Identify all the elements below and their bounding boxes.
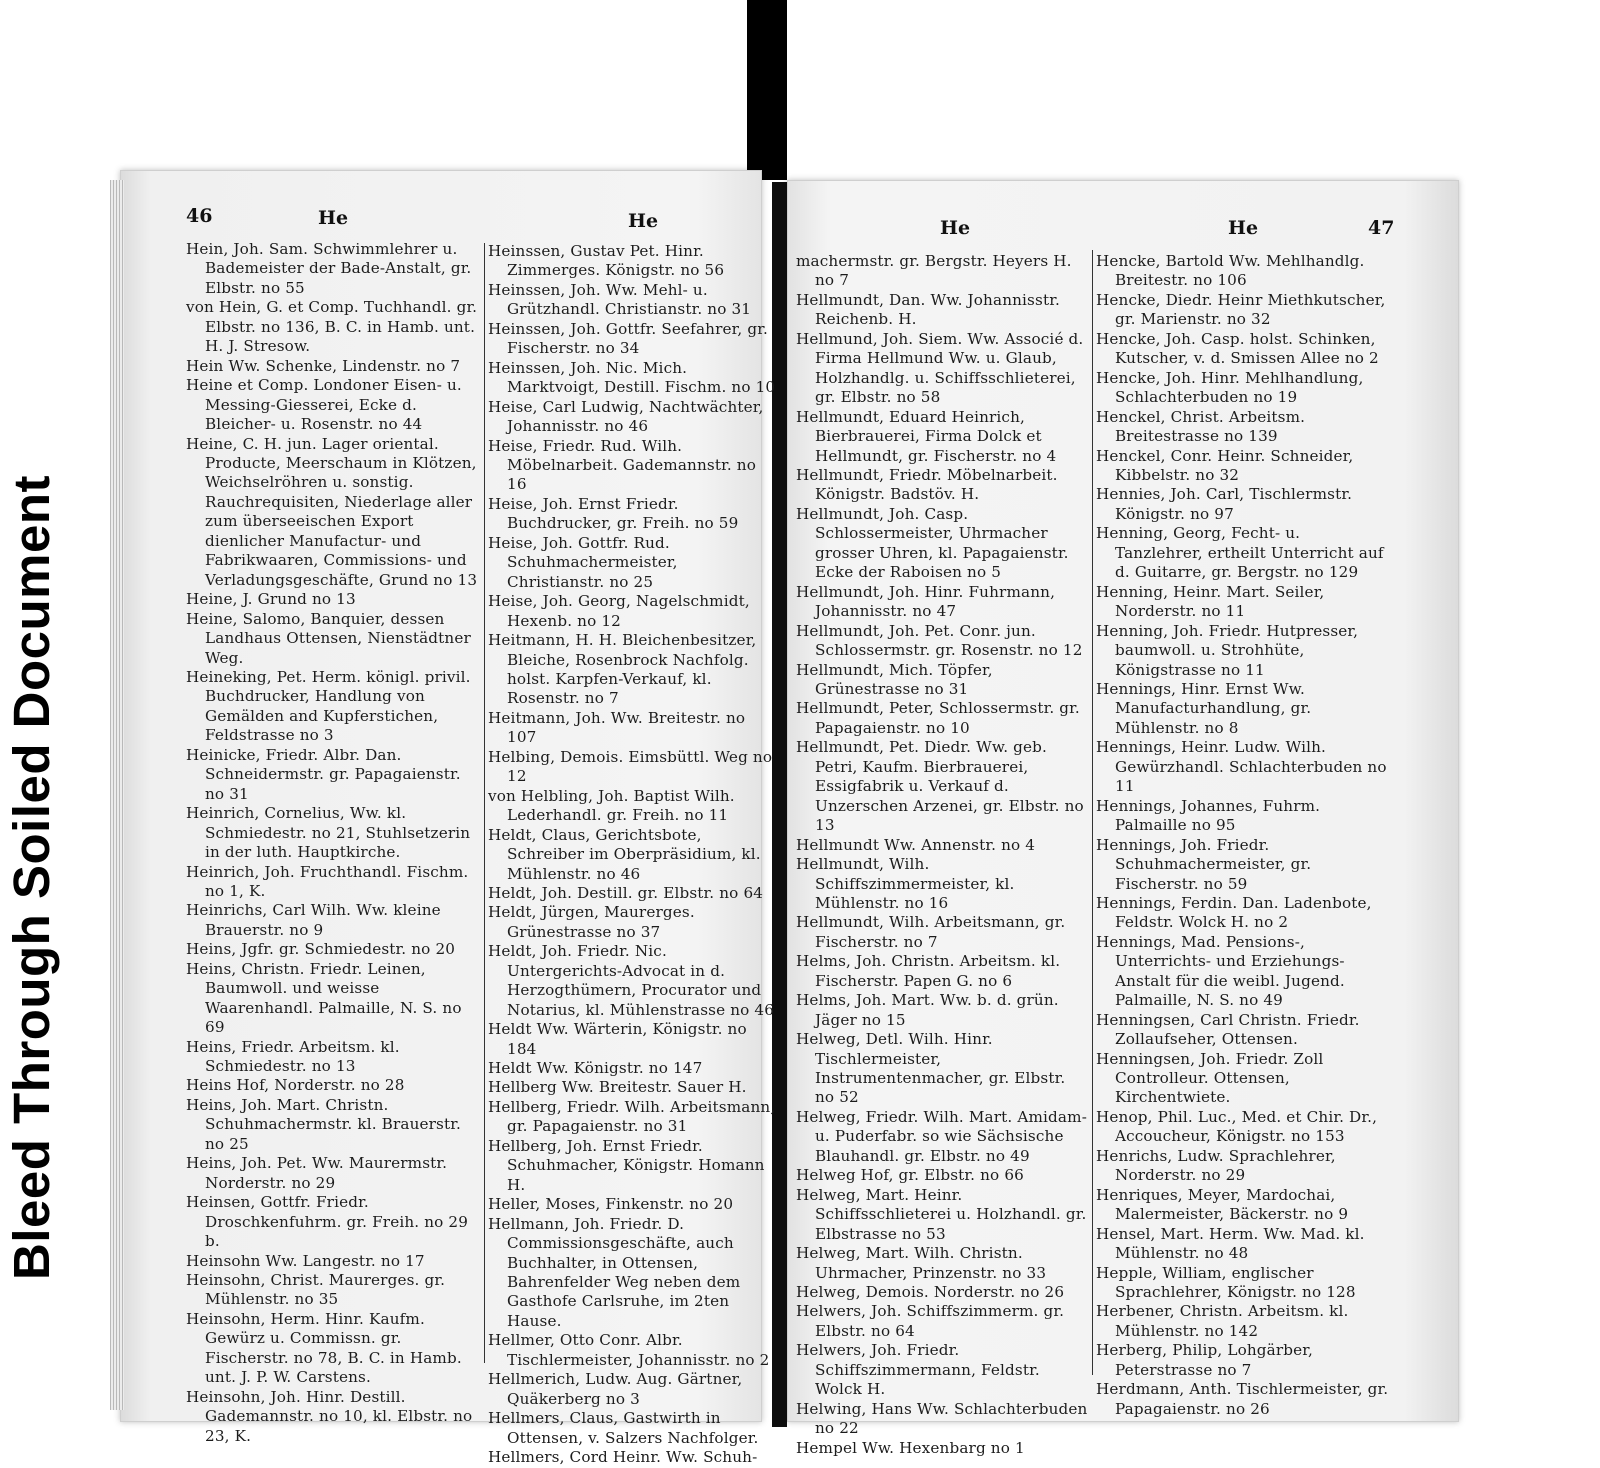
directory-entry: Hellmers, Cord Heinr. Ww. Schuh-	[488, 1448, 758, 1467]
directory-entry: Heins, Friedr. Arbeitsm. kl. Schmiedestr. no 13	[186, 1037, 400, 1076]
left-column-rule	[484, 243, 485, 1363]
directory-entry: Heinsohn Ww. Langestr. no 17	[186, 1251, 425, 1270]
directory-entry: Hellberg Ww. Breitestr. Sauer H.	[488, 1078, 747, 1097]
directory-entry: Heise, Joh. Gottfr. Rud. Schuhmachermeister, Christianstr. no 25	[488, 533, 678, 591]
directory-entry: Henriques, Meyer, Mardochai, Malermeister, Bäckerstr. no 9	[1096, 1185, 1349, 1224]
directory-entry: Hellmund, Joh. Siem. Ww. Associé d. Firma Hellmund Ww. u. Glaub, Holzhandlg. u. Schiffsschlieterei, gr. Elbstr. no 58	[796, 329, 1084, 407]
directory-entry: Hepple, William, englischer Sprachlehrer, Königstr. no 128	[1096, 1263, 1356, 1302]
directory-entry: Henning, Georg, Fecht- u. Tanzlehrer, ertheilt Unterricht auf d. Guitarre, gr. Bergstr. no 129	[1096, 524, 1384, 582]
directory-entry: Henningsen, Carl Christn. Friedr. Zollaufseher, Ottensen.	[1096, 1010, 1360, 1049]
directory-entry: Helweg, Demois. Norderstr. no 26	[796, 1283, 1065, 1302]
directory-entry: Helwing, Hans Ww. Schlachterbuden no 22	[796, 1399, 1088, 1438]
directory-entry: Heinssen, Joh. Ww. Mehl- u. Grützhandl. Christianstr. no 31	[488, 280, 752, 319]
directory-entry: Henrichs, Ludw. Sprachlehrer, Norderstr. no 29	[1096, 1146, 1336, 1185]
directory-entry: Helwers, Joh. Friedr. Schiffszimmermann, Feldstr. Wolck H.	[796, 1341, 1040, 1399]
directory-entry: Heinssen, Gustav Pet. Hinr. Zimmerges. Königstr. no 56	[488, 242, 725, 280]
directory-entry: Hellmann, Joh. Friedr. D. Commissionsgeschäfte, auch Buchhalter, in Ottensen, Bahrenfelder Weg neben dem Gasthofe Carlsruhe, im 2ten Hause.	[488, 1214, 741, 1330]
directory-entry: Hencke, Joh. Hinr. Mehlhandlung, Schlachterbuden no 19	[1096, 368, 1364, 407]
left-header-left: He	[318, 207, 349, 229]
directory-entry: Hennings, Ferdin. Dan. Ladenbote, Feldstr. Wolck H. no 2	[1096, 893, 1372, 932]
directory-entry: Helms, Joh. Mart. Ww. b. d. grün. Jäger no 15	[796, 991, 1059, 1029]
directory-entry: Heineking, Pet. Herm. königl. privil. Buchdrucker, Handlung von Gemälden and Kupferstichen, Feldstrasse no 3	[186, 667, 471, 745]
directory-entry: Heldt, Joh. Destill. gr. Elbstr. no 64	[488, 883, 764, 902]
directory-entry: Heinsohn, Christ. Maurerges. gr. Mühlenstr. no 35	[186, 1271, 446, 1309]
directory-entry: Hellmundt, Friedr. Möbelnarbeit. Königstr. Badstöv. H.	[796, 465, 1058, 504]
side-label: Bleed Through Soiled Document	[3, 474, 60, 1280]
directory-entry: Heller, Moses, Finkenstr. no 20	[488, 1195, 734, 1214]
directory-entry: Heinssen, Joh. Nic. Mich. Marktvoigt, Destill. Fischm. no 10	[488, 358, 776, 397]
directory-entry: Hellmundt, Joh. Pet. Conr. jun. Schlossermstr. gr. Rosenstr. no 12	[796, 621, 1083, 660]
directory-entry: Hennings, Joh. Friedr. Schuhmachermeister, gr. Fischerstr. no 59	[1096, 835, 1312, 893]
directory-entry: Hellmers, Claus, Gastwirth in Ottensen, v. Salzers Nachfolger.	[488, 1409, 759, 1447]
directory-entry: Hencke, Diedr. Heinr Miethkutscher, gr. Marienstr. no 32	[1096, 290, 1386, 329]
directory-entry: Helweg Hof, gr. Elbstr. no 66	[796, 1166, 1024, 1185]
directory-entry: Helweg, Mart. Wilh. Christn. Uhrmacher, Prinzenstr. no 33	[796, 1244, 1047, 1282]
directory-entry: Hennies, Joh. Carl, Tischlermstr. Königstr. no 97	[1096, 485, 1353, 523]
right-header-right: He	[1228, 217, 1259, 239]
directory-entry: Hellmundt, Joh. Hinr. Fuhrmann, Johannisstr. no 47	[796, 582, 1056, 621]
directory-entry: Hellmundt, Wilh. Schiffszimmermeister, kl. Mühlenstr. no 16	[796, 855, 1015, 912]
directory-entry: Hencke, Joh. Casp. holst. Schinken, Kutscher, v. d. Smissen Allee no 2	[1096, 329, 1379, 368]
directory-entry: Helweg, Detl. Wilh. Hinr. Tischlermeister, Instrumentenmacher, gr. Elbstr. no 52	[796, 1030, 1066, 1107]
directory-entry: Helweg, Mart. Heinr. Schiffsschlieterei u. Holzhandl. gr. Elbstrasse no 53	[796, 1185, 1087, 1243]
directory-entry: Henckel, Christ. Arbeitsm. Breitestrasse no 139	[1096, 407, 1306, 446]
directory-entry: Hellmundt, Joh. Casp. Schlossermeister, Uhrmacher grosser Uhren, kl. Papagaienstr. Ecke der Raboisen no 5	[796, 504, 1069, 582]
page-edge-lines	[110, 180, 124, 1410]
directory-entry: Heins, Joh. Pet. Ww. Maurermstr. Norderstr. no 29	[186, 1154, 448, 1192]
directory-entry: Hennings, Johannes, Fuhrm. Palmaille no 95	[1096, 796, 1321, 835]
directory-entry: Hellmundt, Dan. Ww. Johannisstr. Reichenb. H.	[796, 290, 1060, 329]
right-page-col1	[796, 252, 1088, 1458]
directory-entry: Heins, Christn. Friedr. Leinen, Baumwoll. und weisse Waarenhandl. Palmaille, N. S. no 69	[186, 959, 462, 1037]
directory-entry: Heinrich, Joh. Fruchthandl. Fischm. no 1, K.	[186, 862, 469, 900]
directory-entry: Hellmer, Otto Conr. Albr. Tischlermeister, Johannisstr. no 2	[488, 1331, 770, 1369]
directory-entry: Henning, Joh. Friedr. Hutpresser, baumwoll. u. Strohhüte, Königstrasse no 11	[1096, 621, 1359, 679]
directory-entry: Heinrich, Cornelius, Ww. kl. Schmiedestr. no 21, Stuhlsetzerin in der luth. Hauptkirche.	[186, 804, 471, 862]
directory-entry: Hellmundt, Mich. Töpfer, Grünestrasse no 31	[796, 660, 993, 698]
top-bar	[747, 0, 787, 180]
directory-entry: Hein Ww. Schenke, Lindenstr. no 7	[186, 356, 461, 375]
directory-entry: Heise, Joh. Ernst Friedr. Buchdrucker, gr. Freih. no 59	[488, 494, 739, 533]
left-page-col2	[488, 242, 778, 1468]
directory-entry: Heldt, Claus, Gerichtsbote, Schreiber im Oberpräsidium, kl. Mühlenstr. no 46	[488, 825, 761, 883]
directory-entry: Heise, Friedr. Rud. Wilh. Möbelnarbeit. Gademannstr. no 16	[488, 436, 757, 494]
directory-entry: Henning, Heinr. Mart. Seiler, Norderstr. no 11	[1096, 582, 1325, 621]
directory-entry: Heldt Ww. Königstr. no 147	[488, 1059, 703, 1078]
directory-entry: Heinrichs, Carl Wilh. Ww. kleine Brauerstr. no 9	[186, 901, 441, 939]
right-page-col2	[1096, 252, 1392, 1419]
directory-entry: Heins, Joh. Mart. Christn. Schuhmachermstr. kl. Brauerstr. no 25	[186, 1095, 461, 1153]
directory-entry: Heinsohn, Herm. Hinr. Kaufm. Gewürz u. Commissn. gr. Fischerstr. no 78, B. C. in Hamb. unt. J. P. W. Carstens.	[186, 1309, 462, 1387]
directory-entry: Heine, J. Grund no 13	[186, 590, 356, 609]
directory-entry: Helweg, Friedr. Wilh. Mart. Amidam- u. Puderfabr. so wie Sächsische Blauhandl. gr. Elbstr. no 49	[796, 1107, 1087, 1165]
directory-entry: Herbener, Christn. Arbeitsm. kl. Mühlenstr. no 142	[1096, 1302, 1349, 1340]
directory-entry: Hencke, Bartold Ww. Mehlhandlg. Breitestr. no 106	[1096, 252, 1365, 290]
directory-entry: Heine, C. H. jun. Lager oriental. Producte, Meerschaum in Klötzen, Weichselröhren u. sonstig. Rauchrequisiten, Niederlage aller zum überseeischen Export dienlicher Manufactur- und Fabrikwaaren, Commissions- und Verladungsgeschäfte, Grund no 13	[186, 434, 478, 589]
directory-entry: Hennings, Heinr. Ludw. Wilh. Gewürzhandl. Schlachterbuden no 11	[1096, 738, 1387, 796]
directory-entry: Herberg, Philip, Lohgärber, Peterstrasse no 7	[1096, 1341, 1314, 1379]
directory-entry: Henningsen, Joh. Friedr. Zoll Controlleur. Ottensen, Kirchentwiete.	[1096, 1049, 1324, 1107]
directory-entry: Heldt, Jürgen, Maurerges. Grünestrasse no 37	[488, 903, 695, 941]
directory-entry: Hellmundt, Eduard Heinrich, Bierbrauerei, Firma Dolck et Hellmundt, gr. Fischerstr. no 4	[796, 407, 1057, 465]
page-number-right: 47	[1368, 217, 1395, 239]
directory-entry: Heine, Salomo, Banquier, dessen Landhaus Ottensen, Nienstädtner Weg.	[186, 609, 471, 667]
directory-entry: Heinsohn, Joh. Hinr. Destill. Gademannstr. no 10, kl. Elbstr. no 23, K.	[186, 1387, 473, 1445]
directory-entry: von Hein, G. et Comp. Tuchhandl. gr. Elbstr. no 136, B. C. in Hamb. unt. H. J. Stresow.	[186, 298, 478, 356]
left-page-col1	[186, 240, 480, 1446]
directory-entry: Heise, Joh. Georg, Nagelschmidt, Hexenb. no 12	[488, 592, 750, 630]
directory-entry: Heitmann, Joh. Ww. Breitestr. no 107	[488, 708, 746, 747]
directory-entry: machermstr. gr. Bergstr. Heyers H. no 7	[796, 252, 1072, 290]
left-header-right: He	[628, 210, 659, 232]
directory-entry: Hensel, Mart. Herm. Ww. Mad. kl. Mühlenstr. no 48	[1096, 1224, 1365, 1263]
page-number-left: 46	[186, 205, 213, 227]
directory-entry: Heinsen, Gottfr. Friedr. Droschkenfuhrm. gr. Freih. no 29 b.	[186, 1193, 469, 1251]
directory-entry: Helms, Joh. Christn. Arbeitsm. kl. Fischerstr. Papen G. no 6	[796, 952, 1061, 990]
directory-entry: Heinssen, Joh. Gottfr. Seefahrer, gr. Fischerstr. no 34	[488, 319, 768, 358]
directory-entry: Hellberg, Joh. Ernst Friedr. Schuhmacher, Königstr. Homann H.	[488, 1136, 765, 1194]
directory-entry: Helbing, Demois. Eimsbüttl. Weg no 12	[488, 747, 773, 786]
directory-entry: Hempel Ww. Hexenbarg no 1	[796, 1438, 1025, 1457]
directory-entry: Hellmerich, Ludw. Aug. Gärtner, Quäkerberg no 3	[488, 1370, 743, 1408]
right-header-left: He	[940, 217, 971, 239]
directory-entry: Hennings, Hinr. Ernst Ww. Manufacturhandlung, gr. Mühlenstr. no 8	[1096, 679, 1312, 737]
directory-entry: Heins Hof, Norderstr. no 28	[186, 1076, 405, 1095]
directory-entry: Hellberg, Friedr. Wilh. Arbeitsmann, gr. Papagaienstr. no 31	[488, 1097, 776, 1136]
directory-entry: von Helbling, Joh. Baptist Wilh. Lederhandl. gr. Freih. no 11	[488, 786, 735, 825]
directory-entry: Heins, Jgfr. gr. Schmiedestr. no 20	[186, 940, 456, 959]
directory-entry: Henckel, Conr. Heinr. Schneider, Kibbelstr. no 32	[1096, 446, 1354, 484]
directory-entry: Hein, Joh. Sam. Schwimmlehrer u. Bademeister der Bade-Anstalt, gr. Elbstr. no 55	[186, 240, 472, 297]
directory-entry: Heine et Comp. Londoner Eisen- u. Messing-Giesserei, Ecke d. Bleicher- u. Rosenstr. no 44	[186, 376, 462, 434]
directory-entry: Heldt, Joh. Friedr. Nic. Untergerichts-Advocat in d. Herzogthümern, Procurator und Notarius, kl. Mühlenstrasse no 46	[488, 942, 775, 1019]
directory-entry: Henop, Phil. Luc., Med. et Chir. Dr., Accoucheur, Königstr. no 153	[1096, 1107, 1378, 1146]
right-column-rule	[1092, 250, 1093, 1375]
directory-entry: Hellmundt Ww. Annenstr. no 4	[796, 835, 1036, 854]
directory-entry: Heise, Carl Ludwig, Nachtwächter, Johannisstr. no 46	[488, 397, 764, 436]
directory-entry: Hennings, Mad. Pensions-, Unterrichts- und Erziehungs-Anstalt für die weibl. Jugend. Palmaille, N. S. no 49	[1096, 932, 1345, 1010]
directory-entry: Hellmundt, Peter, Schlossermstr. gr. Papagaienstr. no 10	[796, 699, 1080, 737]
directory-entry: Hellmundt, Wilh. Arbeitsmann, gr. Fischerstr. no 7	[796, 913, 1066, 951]
directory-entry: Heldt Ww. Wärterin, Königstr. no 184	[488, 1020, 747, 1058]
directory-entry: Hellmundt, Pet. Diedr. Ww. geb. Petri, Kaufm. Bierbrauerei, Essigfabrik u. Verkauf d. Unzerschen Arzenei, gr. Elbstr. no 13	[796, 738, 1084, 835]
directory-entry: Helwers, Joh. Schiffszimmerm. gr. Elbstr. no 64	[796, 1302, 1065, 1340]
directory-entry: Heitmann, H. H. Bleichenbesitzer, Bleiche, Rosenbrock Nachfolg. holst. Karpfen-Verkauf, kl. Rosenstr. no 7	[488, 631, 757, 708]
directory-entry: Heinicke, Friedr. Albr. Dan. Schneidermstr. gr. Papagaienstr. no 31	[186, 745, 461, 803]
directory-entry: Herdmann, Anth. Tischlermeister, gr. Papagaienstr. no 26	[1096, 1380, 1389, 1418]
